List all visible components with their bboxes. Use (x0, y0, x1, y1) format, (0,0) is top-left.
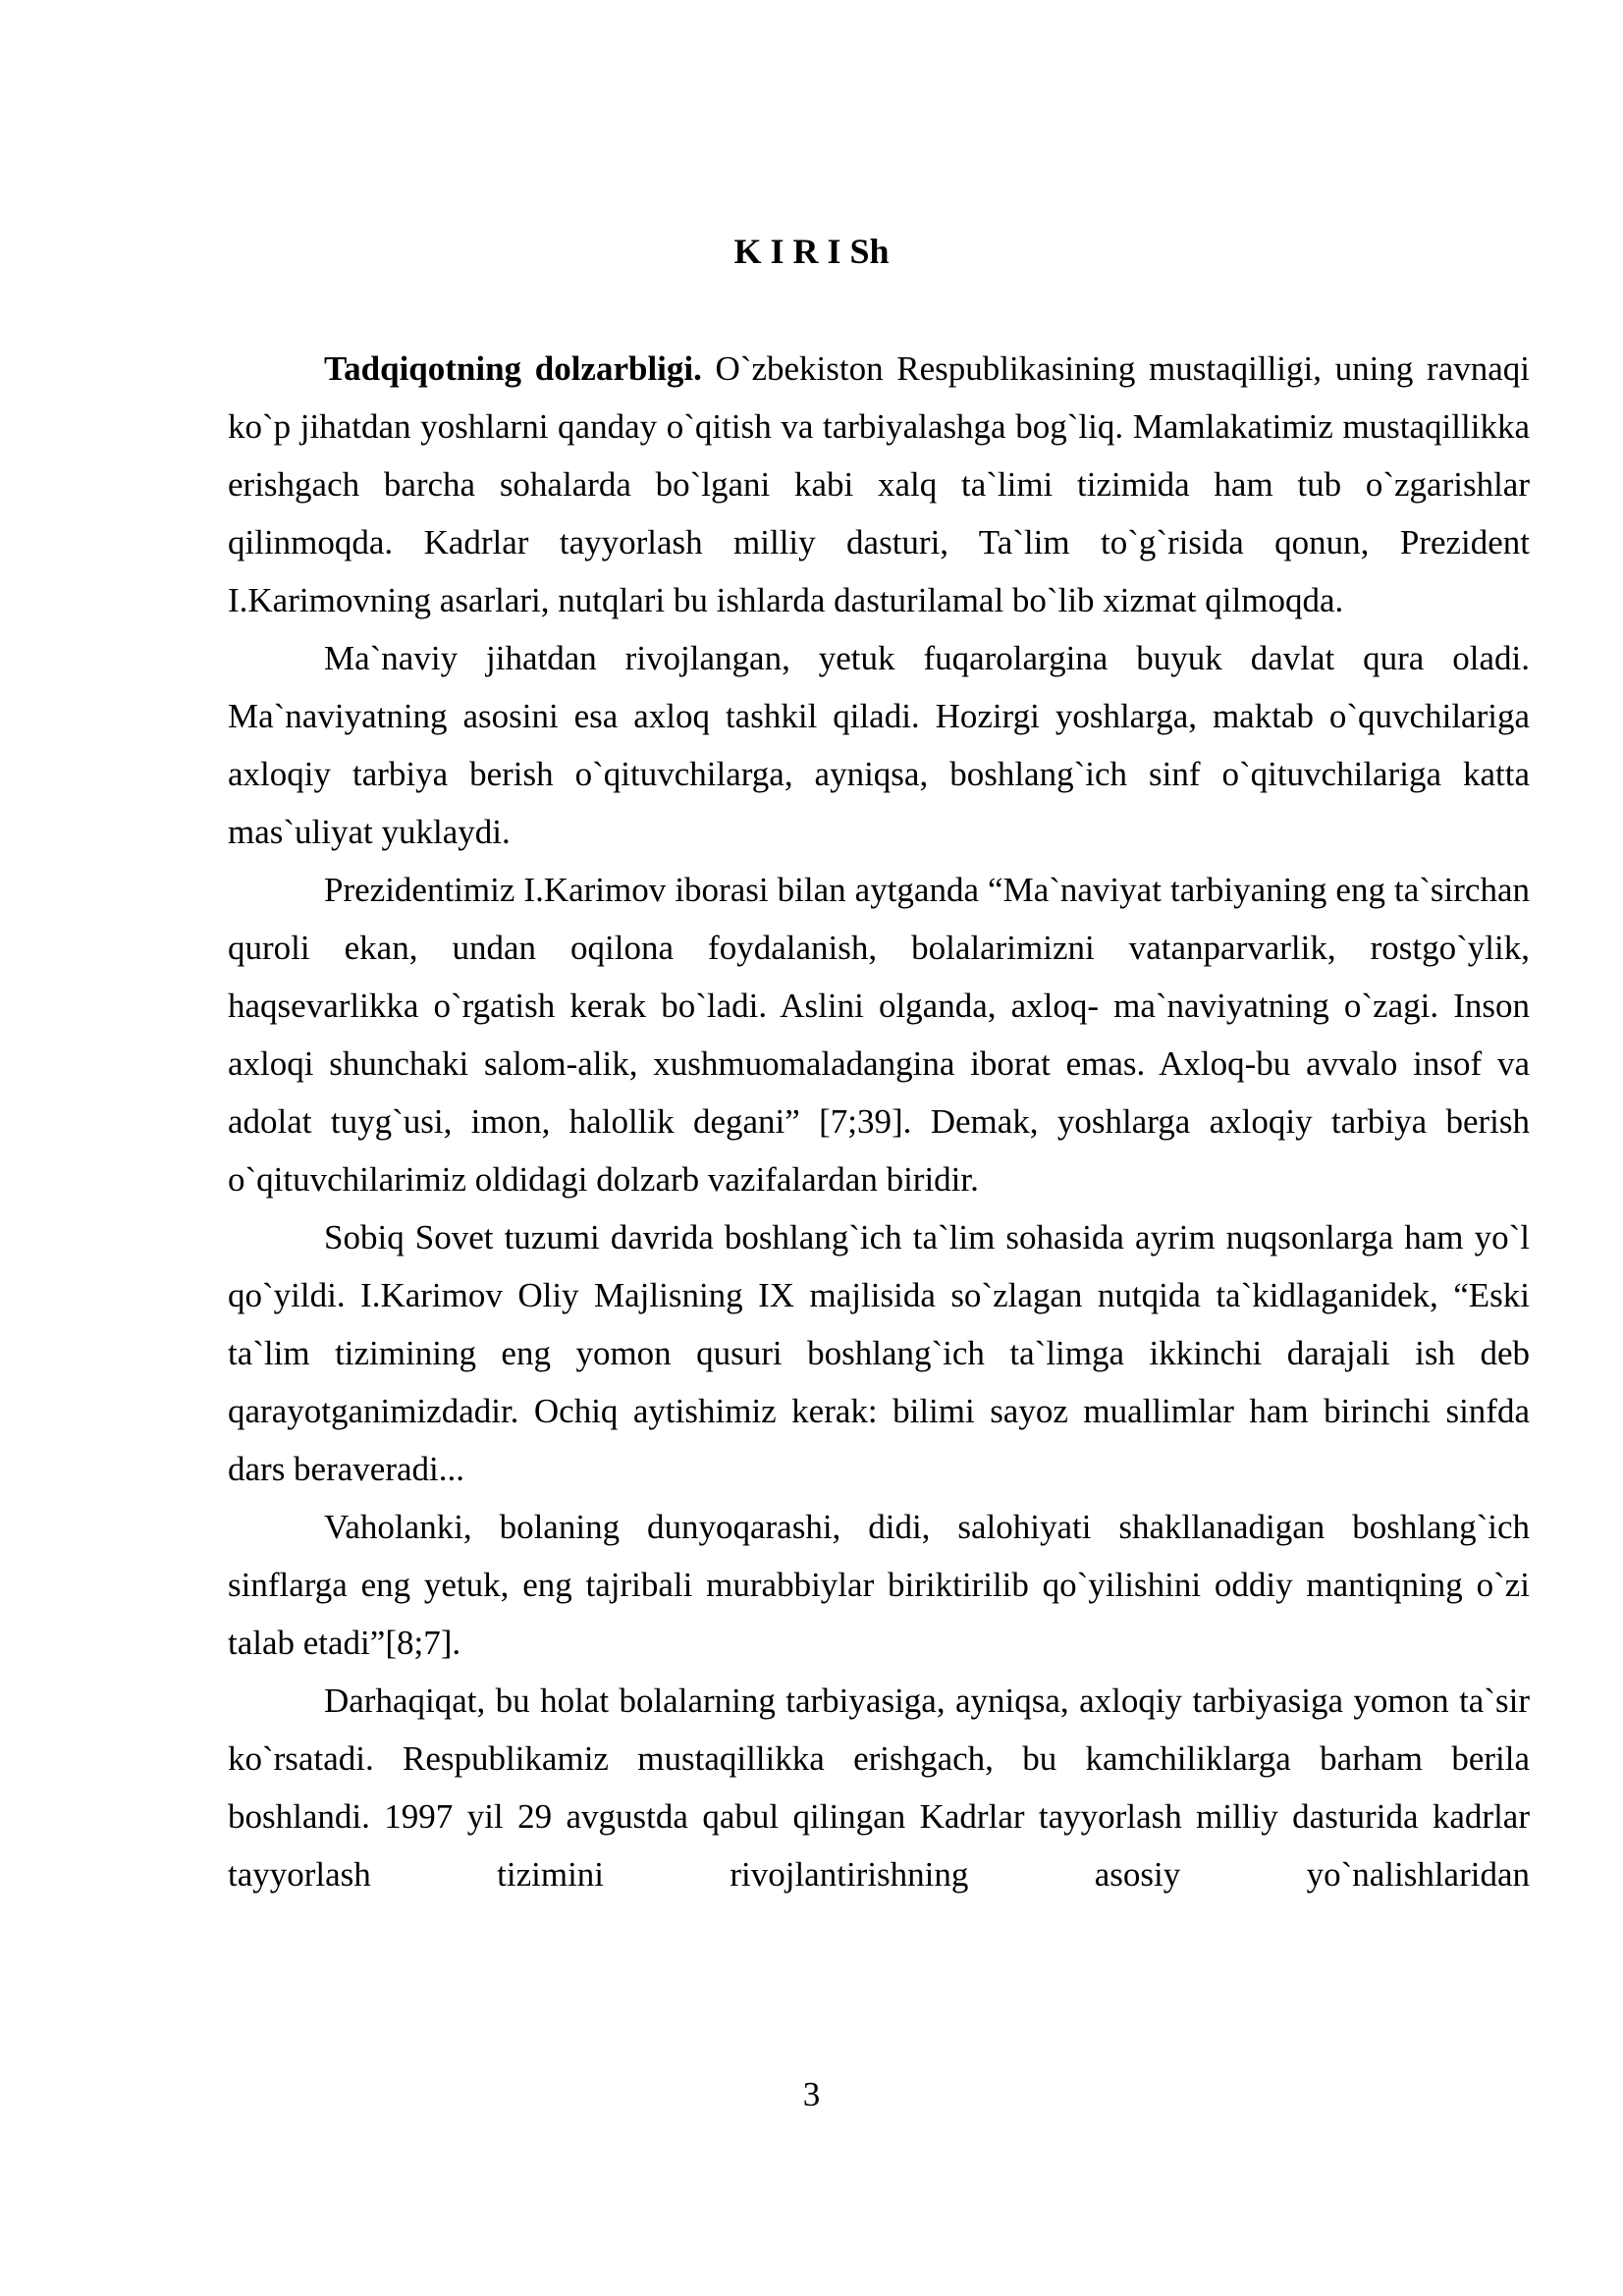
paragraph-relevance (228, 340, 1530, 629)
paragraph-text: O`zbekiston Respublikasining mustaqilligi, uning ravnaqi ko`p jihatdan yoshlarni qanday o`qitish va tarbiyalashga bog`liq. Mamlakatimiz mustaqillikka erishgach barcha sohalarda bo`lgani kabi xalq ta`limi tizimida ham tub o`zgarishlar qilinmoqda. Kadrlar tayyorlash milliy dasturi, Ta`lim to`g`risida qonun, Prezident I.Karimovning asarlari, nutqlari bu ishlarda dasturilamal bo`lib xizmat qilmoqda. (228, 349, 1530, 619)
paragraph: Vaholanki, bolaning dunyoqarashi, didi, salohiyati shakllanadigan boshlang`ich sinflarga eng yetuk, eng tajribali murabbiylar biriktirilib qo`yilishini oddiy mantiqning o`zi talab etadi”[8;7]. (228, 1508, 1530, 1662)
paragraph-lead: Tadqiqotning dolzarbligi. (324, 349, 702, 388)
chapter-heading: K I R I Sh (733, 232, 890, 271)
paragraph: Darhaqiqat, bu holat bolalarning tarbiyasiga, ayniqsa, axloqiy tarbiyasiga yomon ta`sir ko`rsatadi. Respublikamiz mustaqillikka erishgach, bu kamchiliklarga barham berila boshlandi. 1997 yil 29 avgustda qabul qilingan Kadrlar tayyorlash milliy dasturida kadrlar tayyorlash tizimini rivojlantirishning asosiy yo`nalishlaridan (228, 1682, 1530, 1894)
page-number: 3 (802, 2075, 821, 2113)
body-text (228, 340, 1530, 1903)
paragraph: Ma`naviy jihatdan rivojlangan, yetuk fuqarolargina buyuk davlat qura oladi. Ma`naviyatning asosini esa axloq tashkil qiladi. Hozirgi yoshlarga, maktab o`quvchilariga axloqiy tarbiya berish o`qituvchilarga, ayniqsa, boshlang`ich sinf o`qituvchilariga katta mas`uliyat yuklaydi. (228, 639, 1530, 851)
paragraph: Sobiq Sovet tuzumi davrida boshlang`ich ta`lim sohasida ayrim nuqsonlarga ham yo`l qo`yildi. I.Karimov Oliy Majlisning IX majlisida so`zlagan nutqida ta`kidlaganidek, “Eski ta`lim tizimining eng yomon qusuri boshlang`ich ta`limga ikkinchi darajali ish deb qarayotganimizdadir. Ochiq aytishimiz kerak: bilimi sayoz muallimlar ham birinchi sinfda dars beraveradi... (228, 1218, 1530, 1488)
paragraph: Prezidentimiz I.Karimov iborasi bilan aytganda “Ma`naviyat tarbiyaning eng ta`sirchan quroli ekan, undan oqilona foydalanish, bolalarimizni vatanparvarlik, rostgo`ylik, haqsevarlikka o`rgatish kerak bo`ladi. Aslini olganda, axloq- ma`naviyatning o`zagi. Inson axloqi shunchaki salom-alik, xushmuomaladangina iborat emas. Axloq-bu avvalo insof va adolat tuyg`usi, imon, halollik degani” [7;39]. Demak, yoshlarga axloqiy tarbiya berish o`qituvchilarimiz oldidagi dolzarb vazifalardan biridir. (228, 871, 1530, 1199)
